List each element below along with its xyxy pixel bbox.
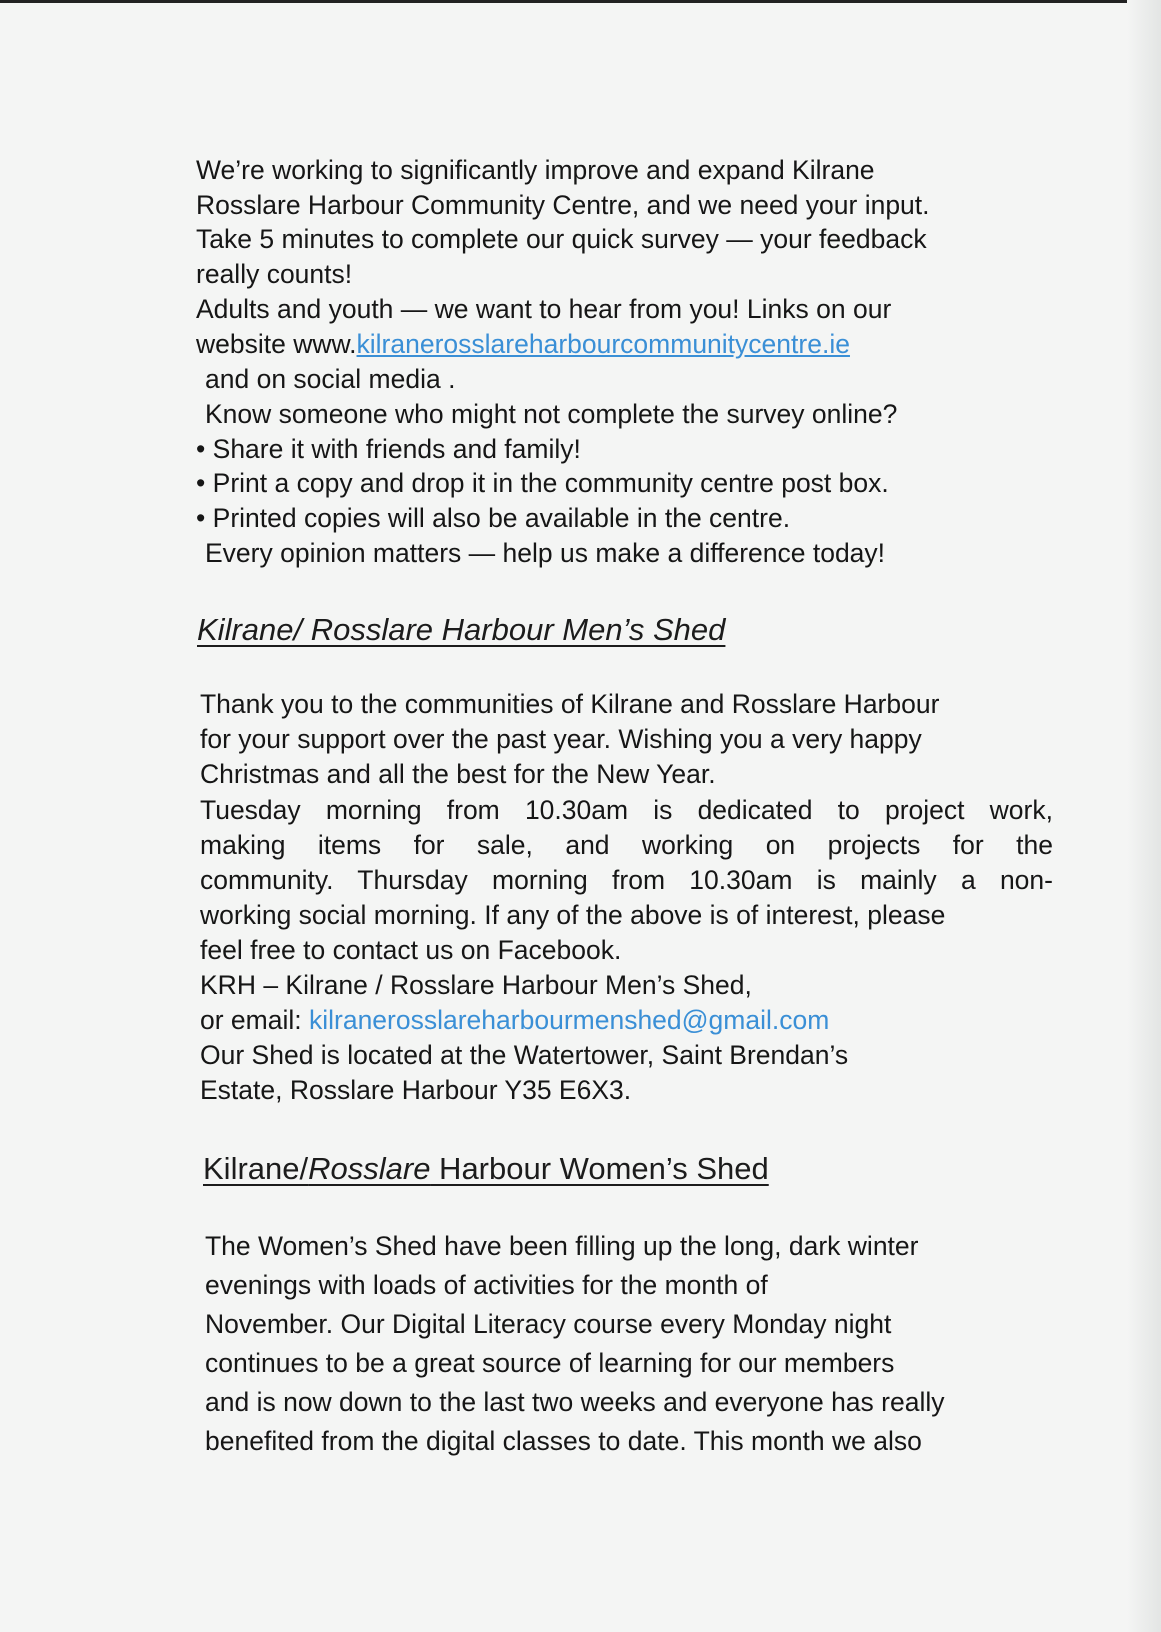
womens-shed-line-2: evenings with loads of activities for the month of bbox=[205, 1270, 768, 1300]
mens-shed-line-1: Thank you to the communities of Kilrane and Rosslare Harbour bbox=[200, 689, 940, 719]
community-centre-website-link[interactable]: kilranerosslareharbourcommunitycentre.ie bbox=[356, 329, 850, 359]
mens-shed-line-7: working social morning. If any of the above is of interest, please bbox=[200, 900, 946, 930]
know-someone-line: Know someone who might not complete the survey online? bbox=[205, 399, 898, 429]
womens-shed-heading bbox=[203, 1149, 769, 1189]
survey-line-5: Adults and youth — we want to hear from you! Links on our bbox=[196, 294, 892, 324]
mens-shed-line-9: KRH – Kilrane / Rosslare Harbour Men’s Shed, bbox=[200, 970, 752, 1000]
mens-shed-line-4: Tuesday morning from 10.30am is dedicated to project work, bbox=[200, 795, 1053, 825]
survey-line-1: We’re working to significantly improve and expand Kilrane bbox=[196, 155, 875, 185]
mens-shed-line-3: Christmas and all the best for the New Year. bbox=[200, 759, 716, 789]
location-line-2: Estate, Rosslare Harbour Y35 E6X3. bbox=[200, 1075, 632, 1105]
social-media-line: and on social media . bbox=[205, 364, 456, 394]
email-line bbox=[200, 1003, 829, 1037]
bullet-item: • Print a copy and drop it in the community centre post box. bbox=[196, 468, 889, 498]
location-line-1: Our Shed is located at the Watertower, Saint Brendan’s bbox=[200, 1040, 849, 1070]
bullet-item: • Printed copies will also be available in the centre. bbox=[196, 503, 791, 533]
heading-kilrane: Kilrane/ bbox=[203, 1151, 309, 1186]
mens-shed-email-link[interactable]: kilranerosslareharbourmenshed@gmail.com bbox=[308, 1005, 830, 1035]
mens-shed-heading: Kilrane/ Rosslare Harbour Men’s Shed bbox=[197, 612, 726, 647]
womens-shed-line-5: and is now down to the last two weeks and everyone has really bbox=[205, 1387, 945, 1417]
survey-line-3: Take 5 minutes to complete our quick survey — your feedback bbox=[196, 224, 927, 254]
heading-harbour-womens-shed: Harbour Women’s Shed bbox=[430, 1151, 769, 1186]
survey-line-4: really counts! bbox=[196, 259, 353, 289]
bullet-item: • Share it with friends and family! bbox=[196, 434, 581, 464]
mens-shed-line-2: for your support over the past year. Wishing you a very happy bbox=[200, 724, 922, 754]
womens-shed-line-1: The Women’s Shed have been filling up the long, dark winter bbox=[205, 1231, 919, 1261]
womens-shed-line-6: benefited from the digital classes to date. This month we also bbox=[205, 1426, 922, 1456]
email-prefix: or email: bbox=[200, 1005, 309, 1035]
womens-shed-line-4: continues to be a great source of learning for our members bbox=[205, 1348, 895, 1378]
mens-shed-line-5: making items for sale, and working on projects for the bbox=[200, 830, 1053, 860]
heading-rosslare: Rosslare bbox=[308, 1151, 431, 1186]
survey-closing-line: Every opinion matters — help us make a difference today! bbox=[205, 538, 886, 568]
website-prefix: website www. bbox=[196, 329, 357, 359]
mens-shed-line-8: feel free to contact us on Facebook. bbox=[200, 935, 622, 965]
website-line bbox=[196, 327, 850, 361]
mens-shed-line-6: community. Thursday morning from 10.30am is mainly a non- bbox=[200, 865, 1053, 895]
survey-line-2: Rosslare Harbour Community Centre, and we need your input. bbox=[196, 190, 930, 220]
womens-shed-line-3: November. Our Digital Literacy course every Monday night bbox=[205, 1309, 892, 1339]
